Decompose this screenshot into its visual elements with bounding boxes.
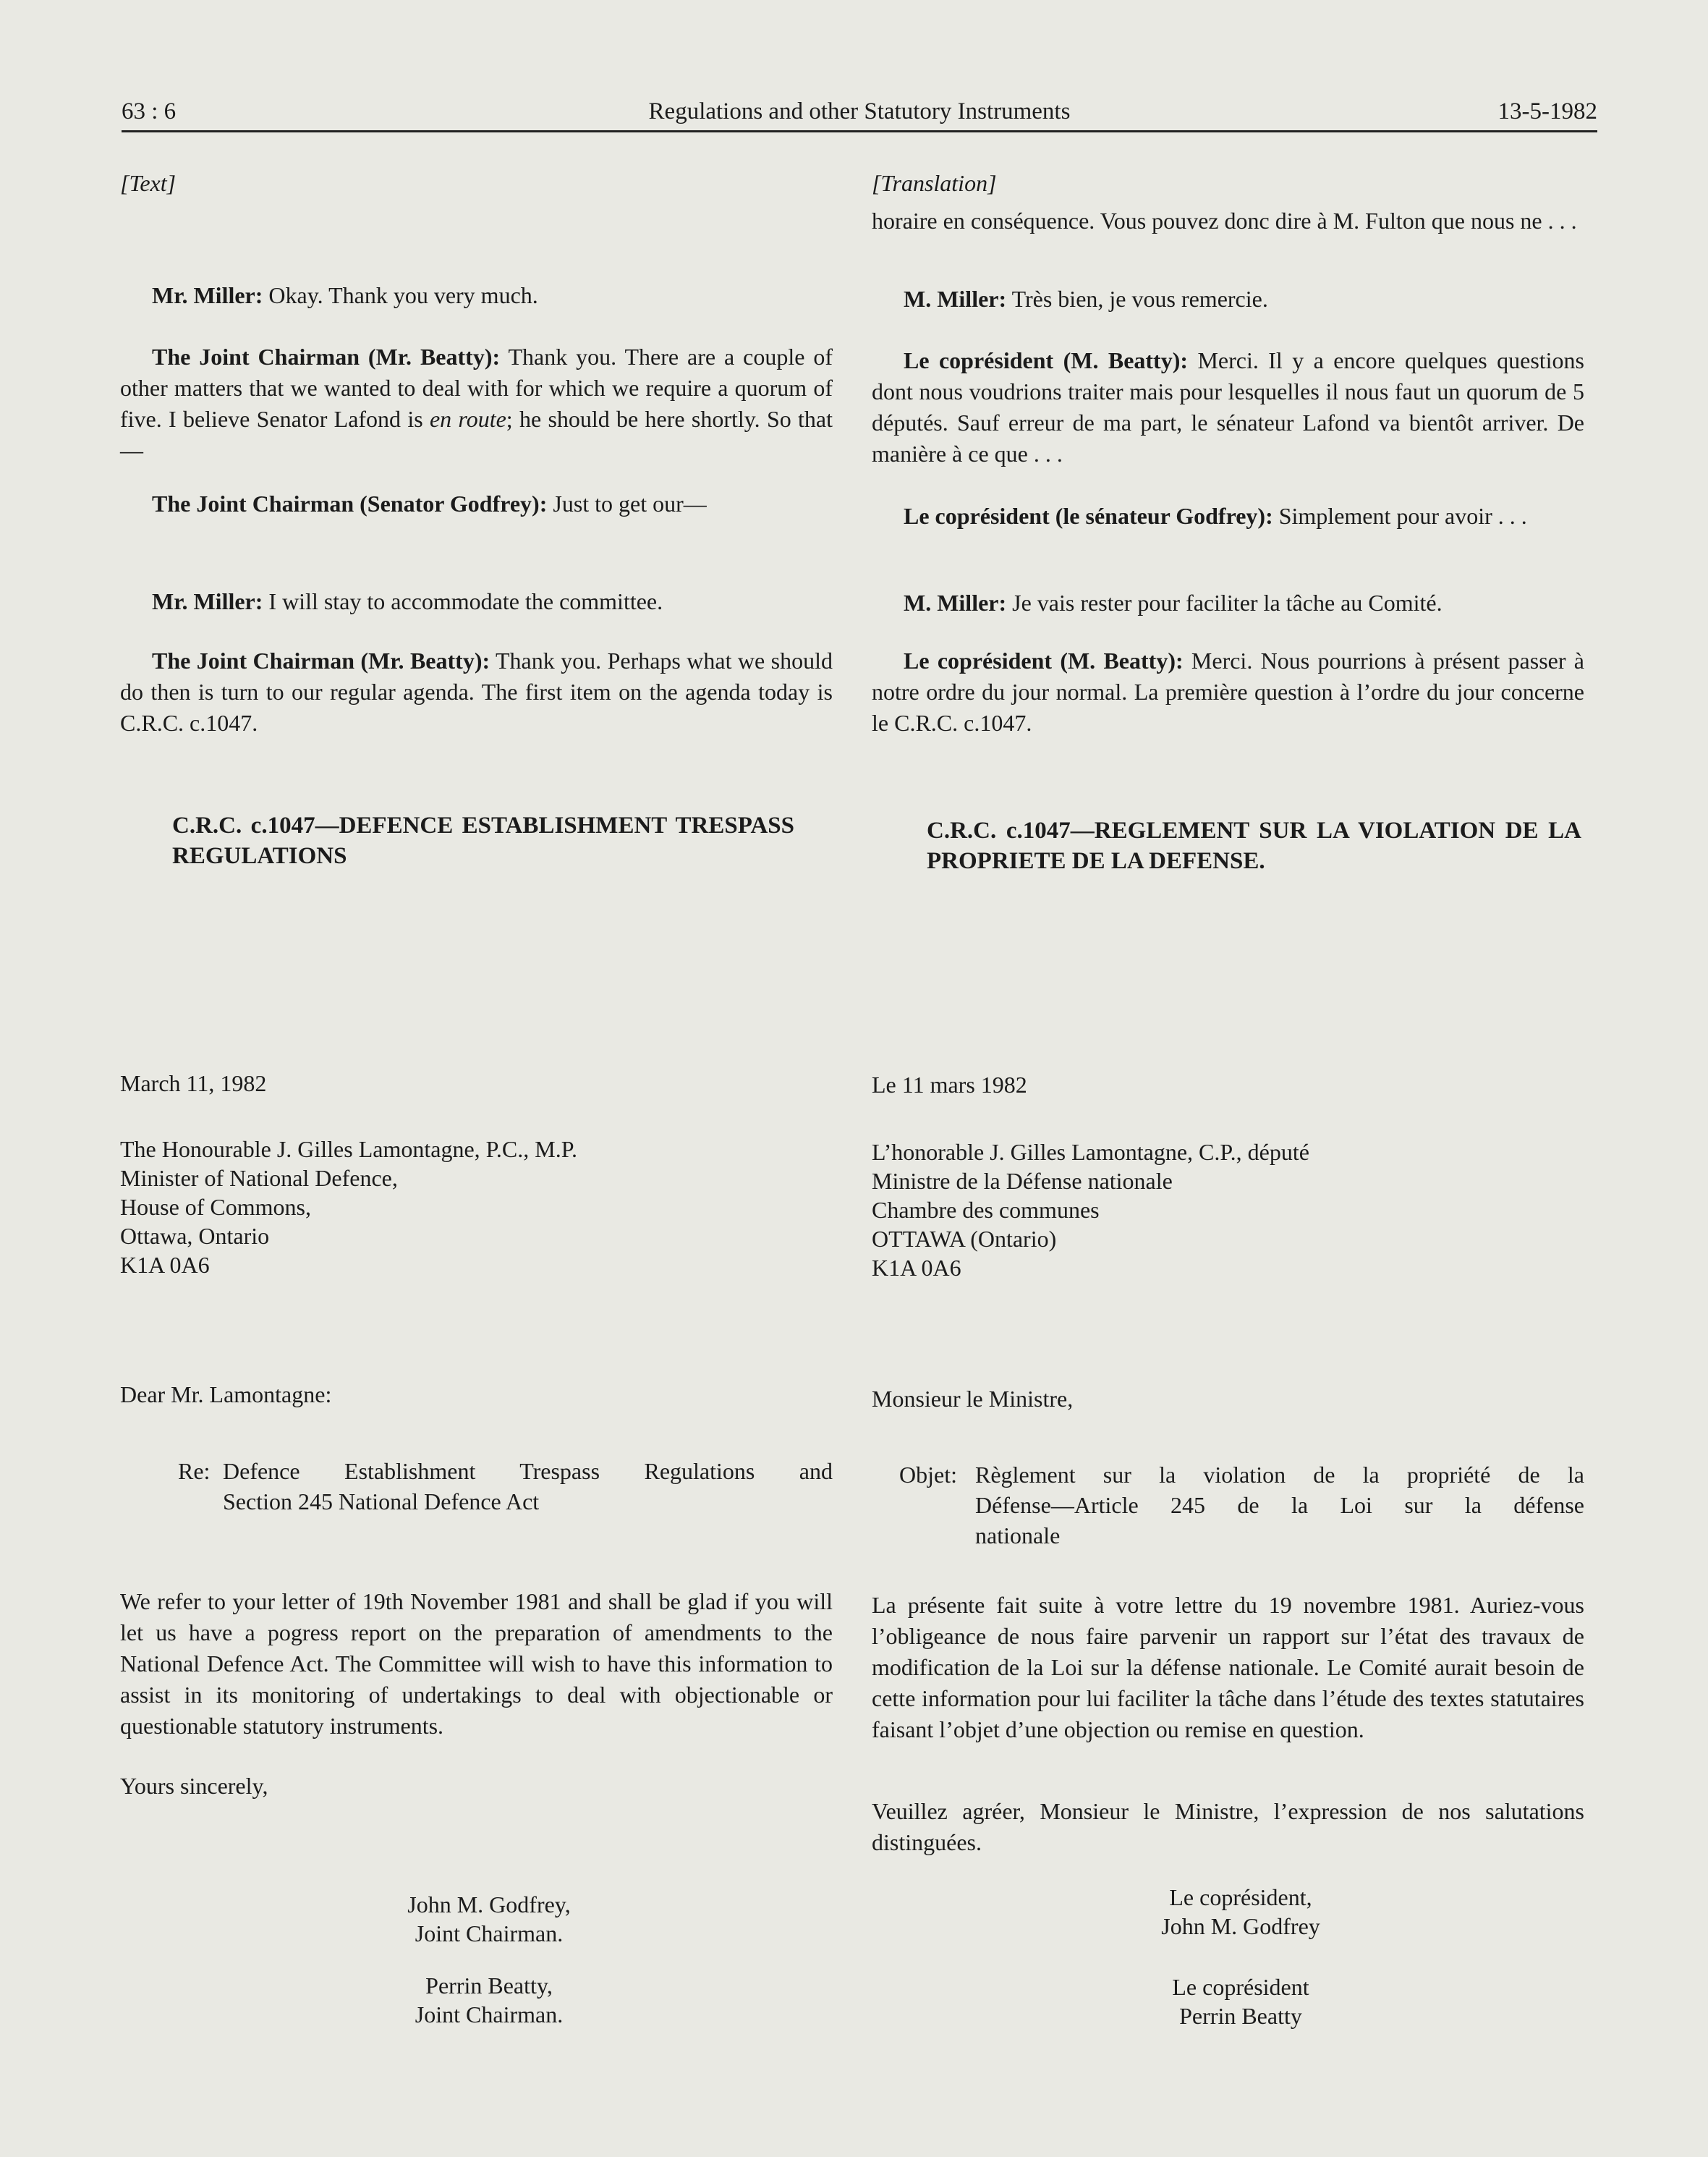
signature-block [1089,1972,1393,2030]
speaker: Le coprésident (M. Beatty): [904,347,1189,373]
letter-date: March 11, 1982 [120,1070,267,1096]
speaker: Mr. Miller: [152,588,263,614]
speech: Just to get our— [547,491,707,517]
signatory-title: Le coprésident, [1169,1884,1312,1910]
paragraph-beatty-1 [872,345,1584,470]
address-line: Ottawa, Ontario [120,1223,270,1249]
address-line: K1A 0A6 [872,1255,961,1281]
page-number: 63 : 6 [122,98,177,124]
salutation: Monsieur le Ministre, [872,1386,1074,1412]
signatory-title: Joint Chairman. [415,2001,564,2027]
paragraph-godfrey-1 [872,501,1584,532]
speech: ; he should be here shortly. So that— [120,406,833,463]
closing: Yours sincerely, [120,1773,268,1799]
header-date: 13-5-1982 [1497,98,1597,124]
text-tag: [Text] [120,170,177,196]
address-line: Minister of National Defence, [120,1165,398,1191]
recipient-address [872,1137,1584,1282]
address-line: Chambre des communes [872,1197,1100,1223]
address-line: House of Commons, [120,1194,311,1220]
subject-label: Objet: [899,1462,957,1488]
speech: Merci. Il y a encore quelques questions dont nous voudrions traiter mais pour lesquelles il nous faut un quorum de 5 députés. Sauf erreur de ma part, le sénateur Lafond va bientôt arriver. De manière à ce que . . . [872,347,1585,467]
english-column [120,168,833,2049]
address-line: The Honourable J. Gilles Lamontagne, P.C., M.P. [120,1136,577,1162]
subject-line [872,1459,1584,1554]
translation-tag: [Translation] [872,170,997,196]
signatory-name: John M. Godfrey, [407,1891,571,1917]
subject-line [120,1456,833,1521]
speech: Très bien, je vous remercie. [1006,286,1268,312]
signature-block [337,1971,641,2029]
subject-label: Re: [178,1458,211,1484]
signatory-name: Perrin Beatty, [425,1972,553,1999]
section-heading: C.R.C. c.1047—REGLEMENT SUR LA VIOLATION DE LA PROPRIETE DE LA DEFENSE. [927,818,1581,874]
subject-text: Défense—Article 245 de la Loi sur la défense [975,1492,1584,1518]
address-line: OTTAWA (Ontario) [872,1226,1057,1252]
french-column [872,168,1584,2049]
salutation: Dear Mr. Lamontagne: [120,1381,332,1407]
section-heading: C.R.C. c.1047—DEFENCE ESTABLISHMENT TRESPASS REGULATIONS [172,813,794,869]
subject-text: Defence Establishment Trespass Regulations and [223,1458,833,1484]
signatory-name: Perrin Beatty [1179,2003,1302,2029]
address-line: Ministre de la Défense nationale [872,1168,1173,1194]
address-line: L’honorable J. Gilles Lamontagne, C.P., député [872,1139,1309,1165]
speaker: M. Miller: [904,286,1007,312]
speech: Merci. Nous pourrions à présent passer à notre ordre du jour normal. La première question à l’ordre du jour concerne le C.R.C. c.1047. [872,648,1584,736]
paragraph-miller-2 [872,588,1584,619]
speaker: Le coprésident (M. Beatty): [904,648,1184,674]
running-title: Regulations and other Statutory Instruments [648,98,1071,124]
signature-block [1089,1883,1393,1941]
signatory-title: Le coprésident [1172,1974,1309,2000]
speaker: M. Miller: [904,590,1007,616]
speaker: The Joint Chairman (Senator Godfrey): [152,491,548,517]
speech: Thank you. There are a couple of other matters that we wanted to deal with for which we require a quorum of five. I believe Senator Lafond is [120,344,833,432]
speech: Thank you. Perhaps what we should do then is turn to our regular agenda. The first item on the agenda today is C.R.C. c.1047. [120,648,833,736]
header-rule [122,130,1597,132]
speech: I will stay to accommodate the committee. [263,588,663,614]
paragraph-miller-1 [872,284,1584,315]
paragraph-beatty-1 [120,342,833,466]
speaker: The Joint Chairman (Mr. Beatty): [152,648,490,674]
paragraph-miller-1 [120,280,833,311]
speech: Okay. Thank you very much. [263,282,538,308]
subject-text: Règlement sur la violation de la propriété de la [975,1462,1584,1488]
page-header [122,98,1597,135]
recipient-address [120,1135,833,1279]
speech: Je vais rester pour faciliter la tâche au Comité. [1006,590,1443,616]
subject-text: nationale [975,1522,1061,1548]
letter-body: We refer to your letter of 19th November 1981 and shall be glad if you will let us have a pogress report on the preparation of amendments to the National Defence Act. The Committee will wish to have this information to assist in its monitoring of undertakings to deal with objectionable or questionable statutory instruments. [120,1588,833,1739]
speaker: Le coprésident (le sénateur Godfrey): [904,503,1273,529]
paragraph-miller-2 [120,586,833,617]
speech-italic: en route [429,406,506,432]
signatory-title: Joint Chairman. [415,1920,564,1946]
signatory-name: John M. Godfrey [1161,1913,1320,1939]
signature-block [337,1890,641,1948]
speaker: Mr. Miller: [152,282,263,308]
subject-text: Section 245 National Defence Act [223,1488,540,1514]
closing: Veuillez agréer, Monsieur le Ministre, l’expression de nos salutations distinguées. [872,1798,1584,1855]
speech: Simplement pour avoir . . . [1272,503,1527,529]
paragraph-continued: horaire en conséquence. Vous pouvez donc dire à M. Fulton que nous ne . . . [872,208,1577,234]
letter-body: La présente fait suite à votre lettre du 19 novembre 1981. Auriez-vous l’obligeance de nous faire parvenir un rapport sur l’état des travaux de modification de la Loi sur la défense nationale. Le Comité aurait besoin de cette information pour lui faciliter la tâche dans l’étude des textes statutaires faisant l’objet d’une objection ou remise en question. [872,1592,1584,1742]
paragraph-beatty-2 [120,645,833,739]
speaker: The Joint Chairman (Mr. Beatty): [152,344,501,370]
letter-date: Le 11 mars 1982 [872,1072,1027,1098]
paragraph-beatty-2 [872,645,1584,739]
paragraph-godfrey-1 [120,488,833,520]
address-line: K1A 0A6 [120,1252,210,1278]
